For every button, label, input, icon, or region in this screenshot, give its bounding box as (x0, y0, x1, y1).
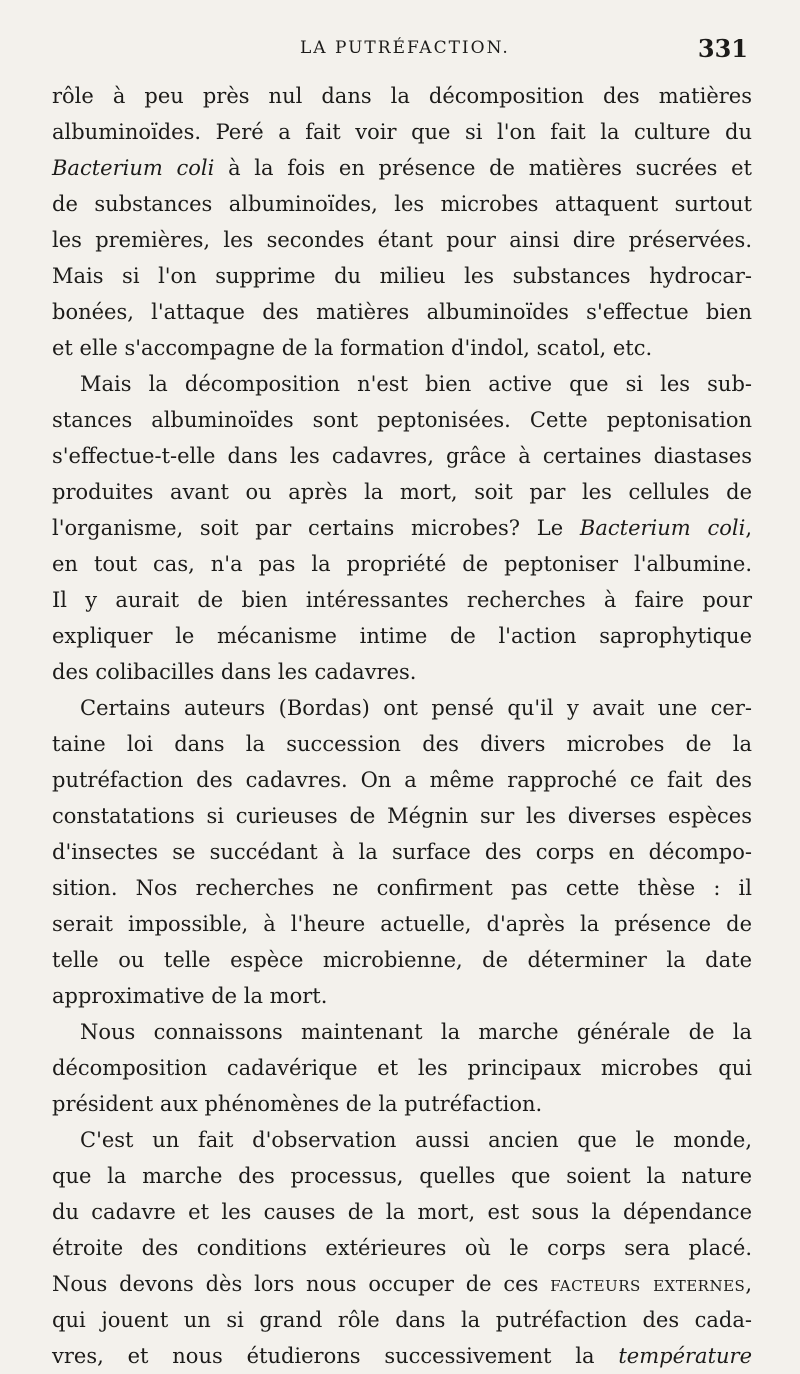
text-run: s'effectue-t-elle dans les cadavres, grâce à certaines diastases (52, 444, 752, 468)
text-line (52, 942, 752, 978)
italic-run: température (618, 1344, 752, 1368)
text-line (52, 366, 752, 402)
text-line (52, 798, 752, 834)
text-line (52, 438, 752, 474)
text-run: telle ou telle espèce microbienne, de déterminer la date (52, 948, 752, 972)
text-run: Nous devons dès lors nous occuper de ces (52, 1272, 551, 1296)
text-run: serait impossible, à l'heure actuelle, d'après la présence de (52, 912, 752, 936)
text-line (52, 1014, 752, 1050)
text-run: qui jouent un si grand rôle dans la putréfaction des cada- (52, 1308, 752, 1332)
text-line (52, 546, 752, 582)
text-line (52, 690, 752, 726)
text-run: en tout cas, n'a pas la propriété de peptoniser l'albumine. (52, 552, 752, 576)
text-run: Mais si l'on supprime du milieu les substances hydrocar- (52, 264, 752, 288)
running-title: LA PUTRÉFACTION. (300, 38, 510, 58)
text-run: expliquer le mécanisme intime de l'action saprophytique (52, 624, 752, 648)
text-line (52, 654, 752, 690)
text-line (52, 762, 752, 798)
text-line (52, 294, 752, 330)
text-run: C'est un fait d'observation aussi ancien que le monde, (80, 1128, 752, 1152)
text-line (52, 1158, 752, 1194)
text-run: constatations si curieuses de Mégnin sur les diverses espèces (52, 804, 752, 828)
text-run: , (745, 516, 752, 540)
text-line (52, 582, 752, 618)
text-run: Nous connaissons maintenant la marche générale de la (80, 1020, 752, 1044)
page-number: 331 (697, 34, 748, 63)
text-line (52, 150, 752, 186)
text-line (52, 726, 752, 762)
text-line (52, 1086, 752, 1122)
text-run: produites avant ou après la mort, soit par les cellules de (52, 480, 752, 504)
small-caps-run: facteurs externes (550, 1272, 746, 1296)
text-line (52, 1302, 752, 1338)
text-run: Mais la décomposition n'est bien active que si les sub- (80, 372, 752, 396)
text-line (52, 1194, 752, 1230)
text-run: , (745, 1272, 752, 1296)
text-line (52, 510, 752, 546)
body-text (52, 78, 752, 1374)
text-line (52, 978, 752, 1014)
italic-run: Bacterium coli (52, 156, 215, 180)
text-run: du cadavre et les causes de la mort, est sous la dépendance (52, 1200, 752, 1224)
text-run: sition. Nos recherches ne confirment pas cette thèse : il (52, 876, 752, 900)
text-run: décomposition cadavérique et les principaux microbes qui (52, 1056, 752, 1080)
text-run: de substances albuminoïdes, les microbes attaquent surtout (52, 192, 752, 216)
text-line (52, 1230, 752, 1266)
text-line (52, 330, 752, 366)
text-line (52, 1266, 752, 1302)
page-header (0, 34, 800, 70)
text-line (52, 618, 752, 654)
text-line (52, 870, 752, 906)
text-run: taine loi dans la succession des divers microbes de la (52, 732, 752, 756)
text-line (52, 1338, 752, 1374)
text-run: vres, et nous étudierons successivement la (52, 1344, 619, 1368)
text-run: rôle à peu près nul dans la décomposition des matières (52, 84, 752, 108)
text-run: à la fois en présence de matières sucrées et (214, 156, 752, 180)
text-run: d'insectes se succédant à la surface des corps en décompo- (52, 840, 752, 864)
text-run: stances albuminoïdes sont peptonisées. Cette peptonisation (52, 408, 752, 432)
text-line (52, 474, 752, 510)
text-run: que la marche des processus, quelles que soient la nature (52, 1164, 752, 1188)
text-run: bonées, l'attaque des matières albuminoïdes s'effectue bien (52, 300, 752, 324)
text-line (52, 402, 752, 438)
text-line (52, 1050, 752, 1086)
text-run: président aux phénomènes de la putréfaction. (52, 1092, 543, 1116)
text-run: des colibacilles dans les cadavres. (52, 660, 417, 684)
text-line (52, 906, 752, 942)
text-run: Certains auteurs (Bordas) ont pensé qu'il y avait une cer- (80, 696, 752, 720)
text-line (52, 78, 752, 114)
text-line (52, 114, 752, 150)
text-line (52, 258, 752, 294)
text-line (52, 1122, 752, 1158)
text-line (52, 834, 752, 870)
text-run: les premières, les secondes étant pour ainsi dire préservées. (52, 228, 752, 252)
text-run: l'organisme, soit par certains microbes? Le (52, 516, 580, 540)
italic-run: Bacterium coli (579, 516, 746, 540)
text-line (52, 222, 752, 258)
text-run: étroite des conditions extérieures où le corps sera placé. (52, 1236, 752, 1260)
text-run: putréfaction des cadavres. On a même rapproché ce fait des (52, 768, 752, 792)
text-run: albuminoïdes. Peré a fait voir que si l'on fait la culture du (52, 120, 752, 144)
text-line (52, 186, 752, 222)
text-run: approximative de la mort. (52, 984, 328, 1008)
text-run: et elle s'accompagne de la formation d'indol, scatol, etc. (52, 336, 653, 360)
text-run: Il y aurait de bien intéressantes recherches à faire pour (52, 588, 752, 612)
